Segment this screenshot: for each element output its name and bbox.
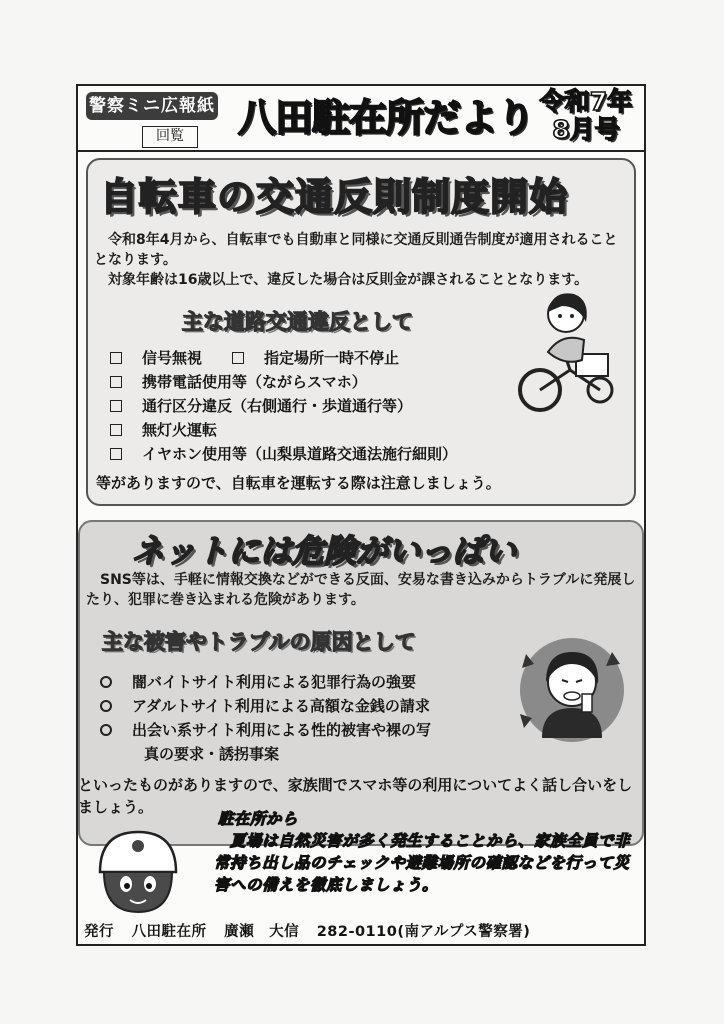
issue-year: 令和7年 [539, 87, 633, 116]
list-item: 闇バイトサイト利用による犯罪行為の強要 [100, 670, 431, 694]
checkbox-icon [110, 352, 122, 364]
circle-bullet-icon [100, 676, 112, 688]
checkbox-icon [110, 400, 122, 412]
masthead-title: 八田駐在所だより [238, 96, 535, 140]
list-item: イヤホン使用等（山梨県道路交通法施行細則） [110, 442, 457, 466]
checkbox-icon [110, 376, 122, 388]
footer-officer: 廣瀬 大信 [224, 924, 300, 940]
internet-headline: ネットには危険がいっぱい [132, 532, 517, 570]
issue-date [530, 88, 642, 144]
checkbox-icon [110, 448, 122, 460]
note-text: 夏場は自然災害が多く発生することから、家族全員で非常持ち出し品のチェックや避難場所の確認などを行って災害への備えを徹底しましょう。 [214, 832, 631, 894]
violation-list [110, 346, 457, 466]
bicycle-headline: 自転車の交通反則制度開始 [100, 175, 569, 219]
footer-phone: 282-0110(南アルプス警察署) [316, 924, 531, 940]
circulate-stamp: 回覧 [142, 126, 198, 148]
issue-month: 8月号 [552, 115, 620, 144]
checkbox-icon [232, 352, 244, 364]
footer-office: 八田駐在所 [131, 924, 207, 940]
bicycle-section [86, 158, 636, 506]
list-item: 携帯電話使用等（ながらスマホ） [110, 370, 457, 394]
bicycle-subheadline: 主な道路交通違反として [182, 310, 413, 334]
trouble-list [100, 670, 431, 766]
newsletter-label: 警察ミニ広報紙 [86, 92, 218, 120]
chuzaisho-note [214, 808, 634, 896]
worried-girl-illustration [512, 634, 630, 744]
footer [84, 920, 542, 941]
bicycle-intro-text: 令和8年4月から、自転車でも自動車と同様に交通反則通告制度が適用されることとなります。 対象年齢は16歳以上で、違反した場合は反則金が課されることとなります。 [94, 232, 618, 288]
list-item: 信号無視 指定場所一時不停止 [110, 346, 457, 370]
internet-subheadline: 主な被害やトラブルの原因として [102, 630, 416, 654]
police-mascot-illustration [92, 826, 184, 914]
circle-bullet-icon [100, 700, 112, 712]
footer-issuer-label: 発行 [84, 924, 114, 940]
cyclist-illustration [512, 286, 618, 416]
bicycle-intro [94, 230, 630, 290]
newsletter-sheet [76, 84, 646, 946]
list-item: 無灯火運転 [110, 418, 457, 442]
list-item: 通行区分違反（右側通行・歩道通行等） [110, 394, 457, 418]
checkbox-icon [110, 424, 122, 436]
newsletter-header [78, 86, 644, 152]
internet-section [78, 520, 644, 846]
circle-bullet-icon [100, 724, 112, 736]
note-heading: 駐在所から [218, 810, 299, 828]
internet-closing: といったものがありますので、家族間でスマホ等の利用についてよく話し合いをしましょう。 [78, 776, 633, 816]
bicycle-closing: 等がありますので、自転車を運転する際は注意しましょう。 [96, 474, 501, 492]
list-item: 出会い系サイト利用による性的被害や裸の写 [100, 718, 431, 742]
internet-intro: SNS等は、手軽に情報交換などができる反面、安易な書き込みからトラブルに発展したり、犯罪に巻き込まれる危険があります。 [86, 572, 636, 608]
list-item: アダルトサイト利用による高額な金銭の請求 [100, 694, 431, 718]
list-item-continuation: 真の要求・誘拐事案 [144, 745, 280, 763]
